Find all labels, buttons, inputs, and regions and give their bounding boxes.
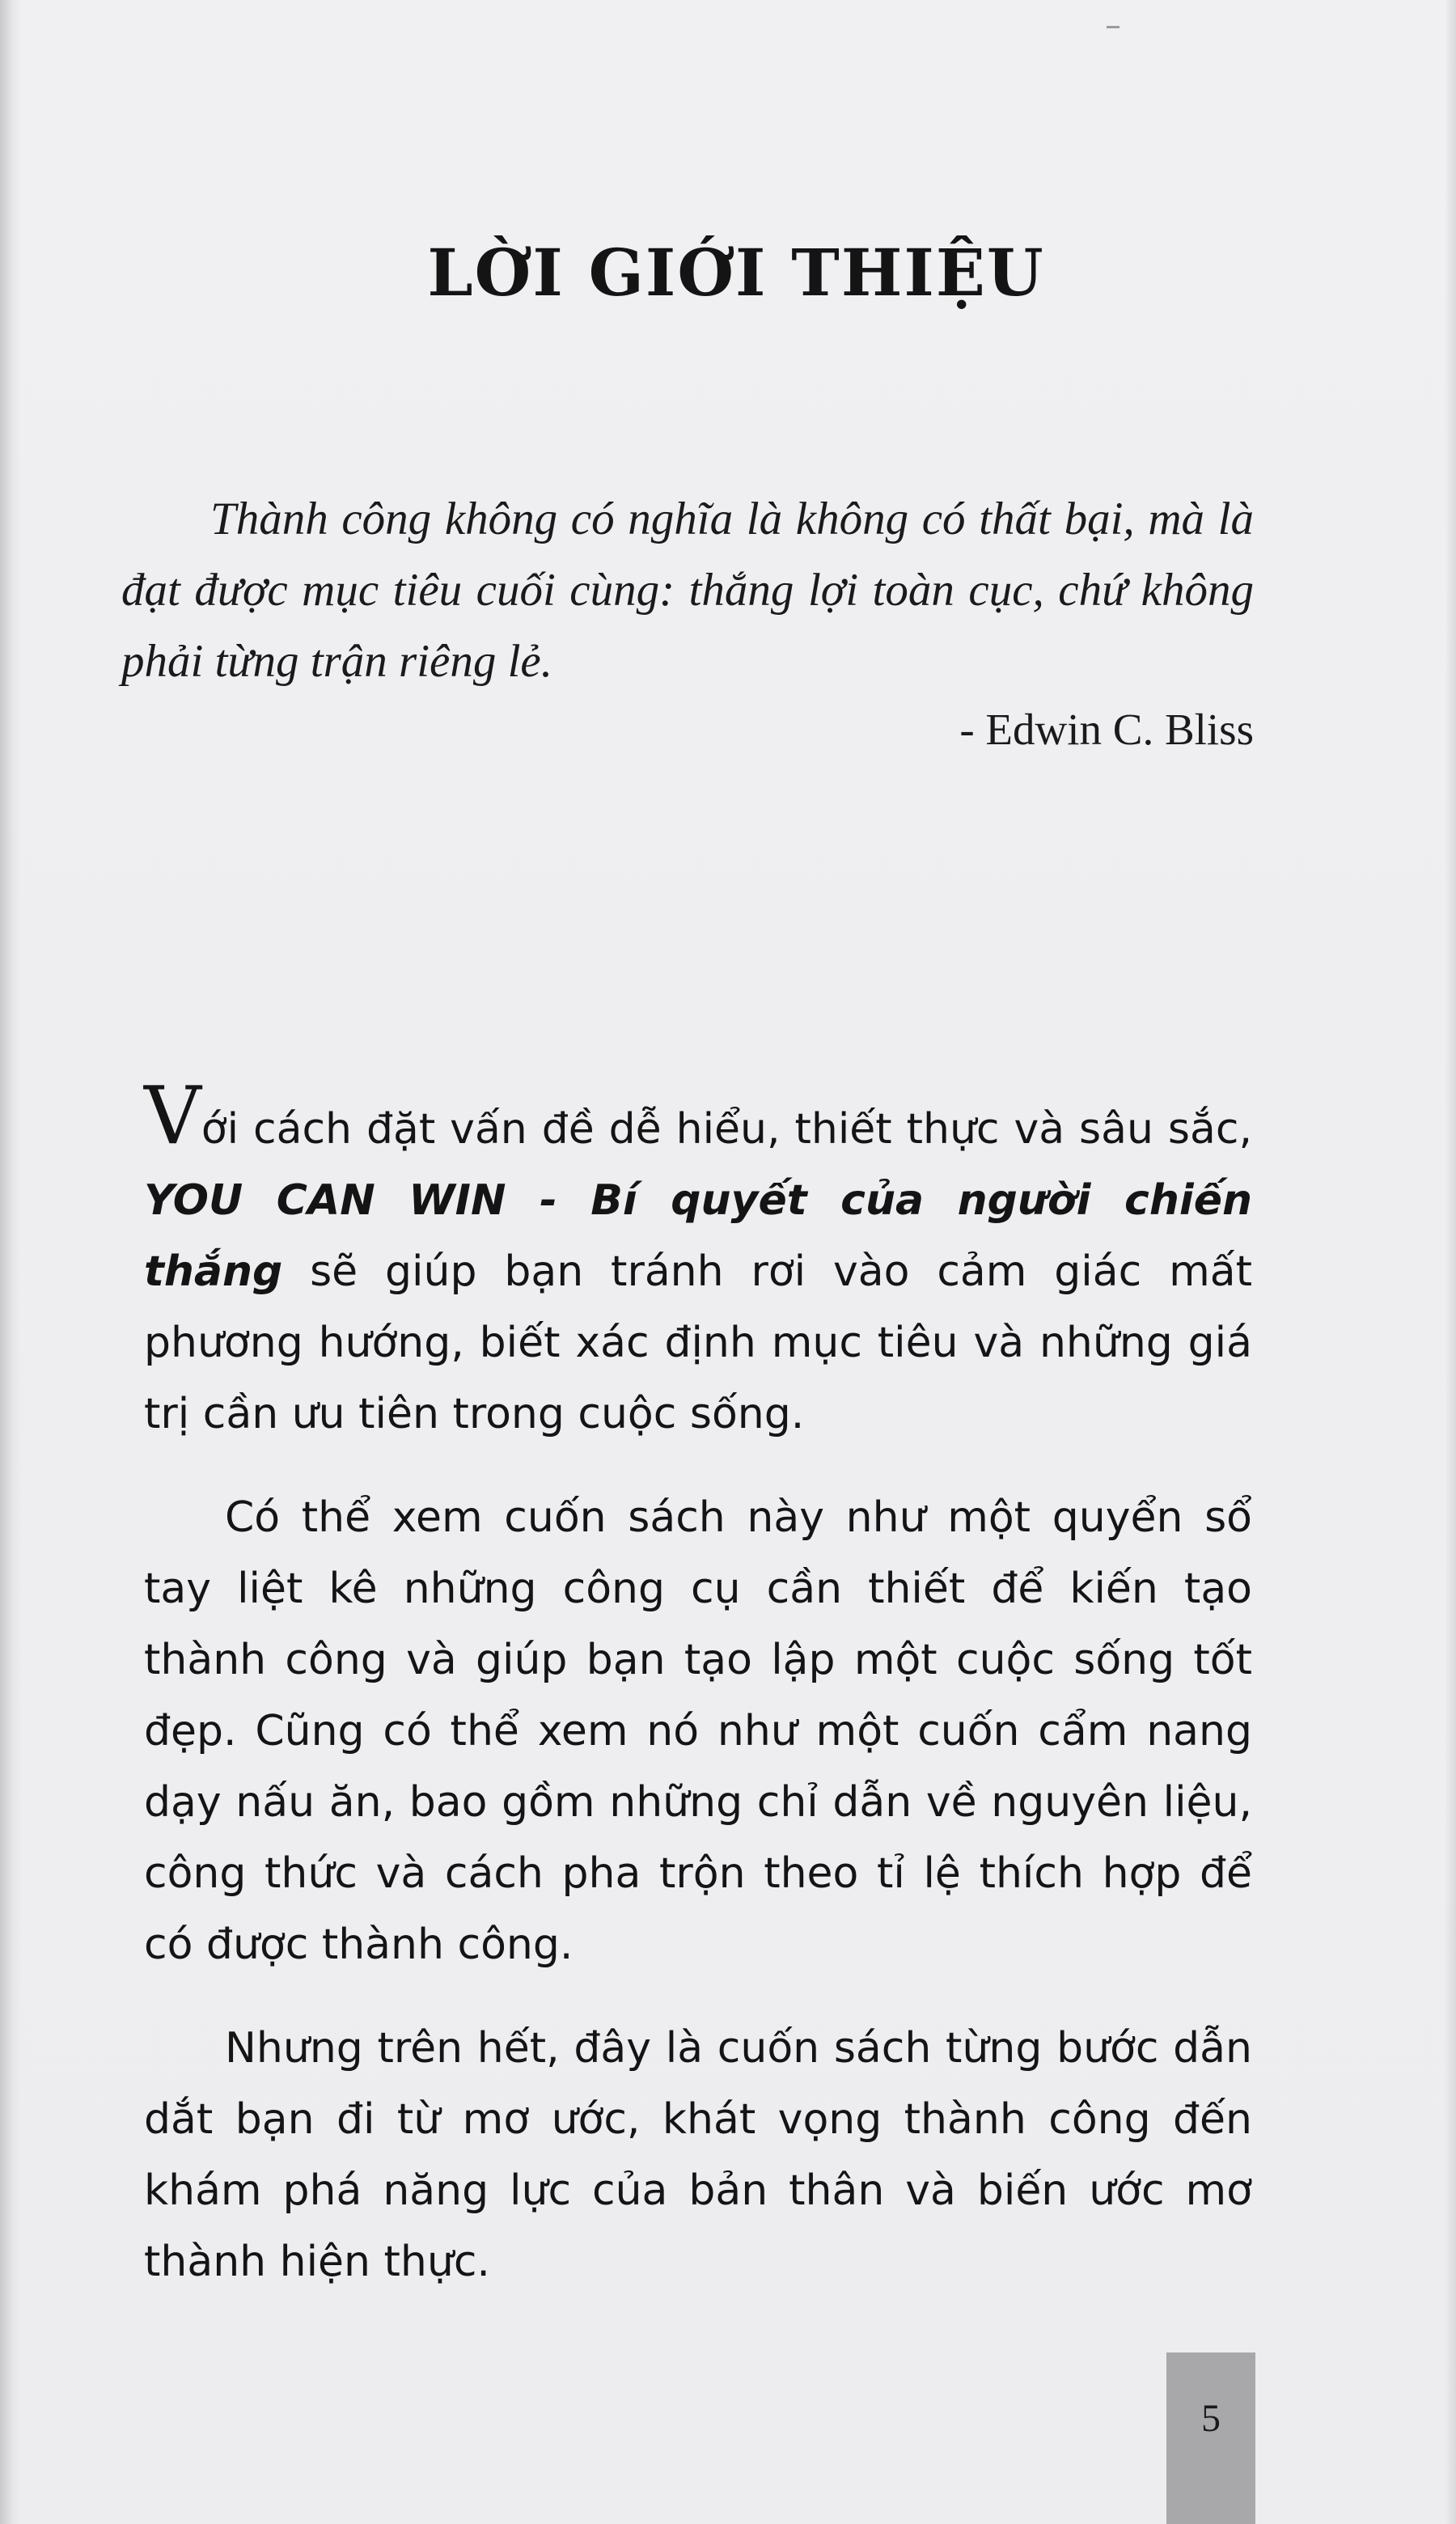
top-mark — [1107, 26, 1120, 28]
epigraph-text: Thành công không có nghĩa là không có thất bại, mà là đạt được mục tiêu cuối cùng: thắng lợi toàn cục, chứ không phải từng trận riêng lẻ. — [121, 493, 1254, 687]
page-number: 5 — [1201, 2397, 1221, 2440]
book-title: YOU CAN WIN - Bí quyết của người chiến thắng — [144, 1176, 1252, 1296]
intro-text-end: sẽ giúp bạn tránh rơi vào cảm giác mất phương hướng, biết xác định mục tiêu và những giá trị cần ưu tiên trong cuộc sống. — [144, 1247, 1252, 1438]
body-text — [144, 1070, 1252, 2330]
body-paragraph-conclusion: Nhưng trên hết, đây là cuốn sách từng bước dẫn dắt bạn đi từ mơ ước, khát vọng thành công đến khám phá năng lực của bản thân và biến ước mơ thành hiện thực. — [144, 2024, 1252, 2286]
page-title: LỜI GIỚI THIỆU — [427, 235, 1045, 311]
epigraph-attribution: - Edwin C. Bliss — [959, 705, 1254, 754]
intro-paragraph — [144, 1070, 1252, 1450]
body-paragraph-notebook: Có thể xem cuốn sách này như một quyển sổ tay liệt kê những công cụ cần thiết để kiến tạo thành công và giúp bạn tạo lập một cuộc sống tốt đẹp. Cũng có thể xem nó như một cuốn cẩm nang dạy nấu ăn, bao gồm những chỉ dẫn về nguyên liệu, công thức và cách pha trộn theo tỉ lệ thích hợp để có được thành công. — [144, 1493, 1252, 1969]
intro-text-start: ới cách đặt vấn đề dễ hiểu, thiết thực và sâu sắc, — [201, 1105, 1252, 1154]
page-right-edge — [1445, 0, 1456, 2524]
page-gutter-shadow — [0, 0, 21, 2524]
epigraph-quote — [121, 484, 1254, 697]
dropcap-letter: V — [144, 1070, 201, 1162]
